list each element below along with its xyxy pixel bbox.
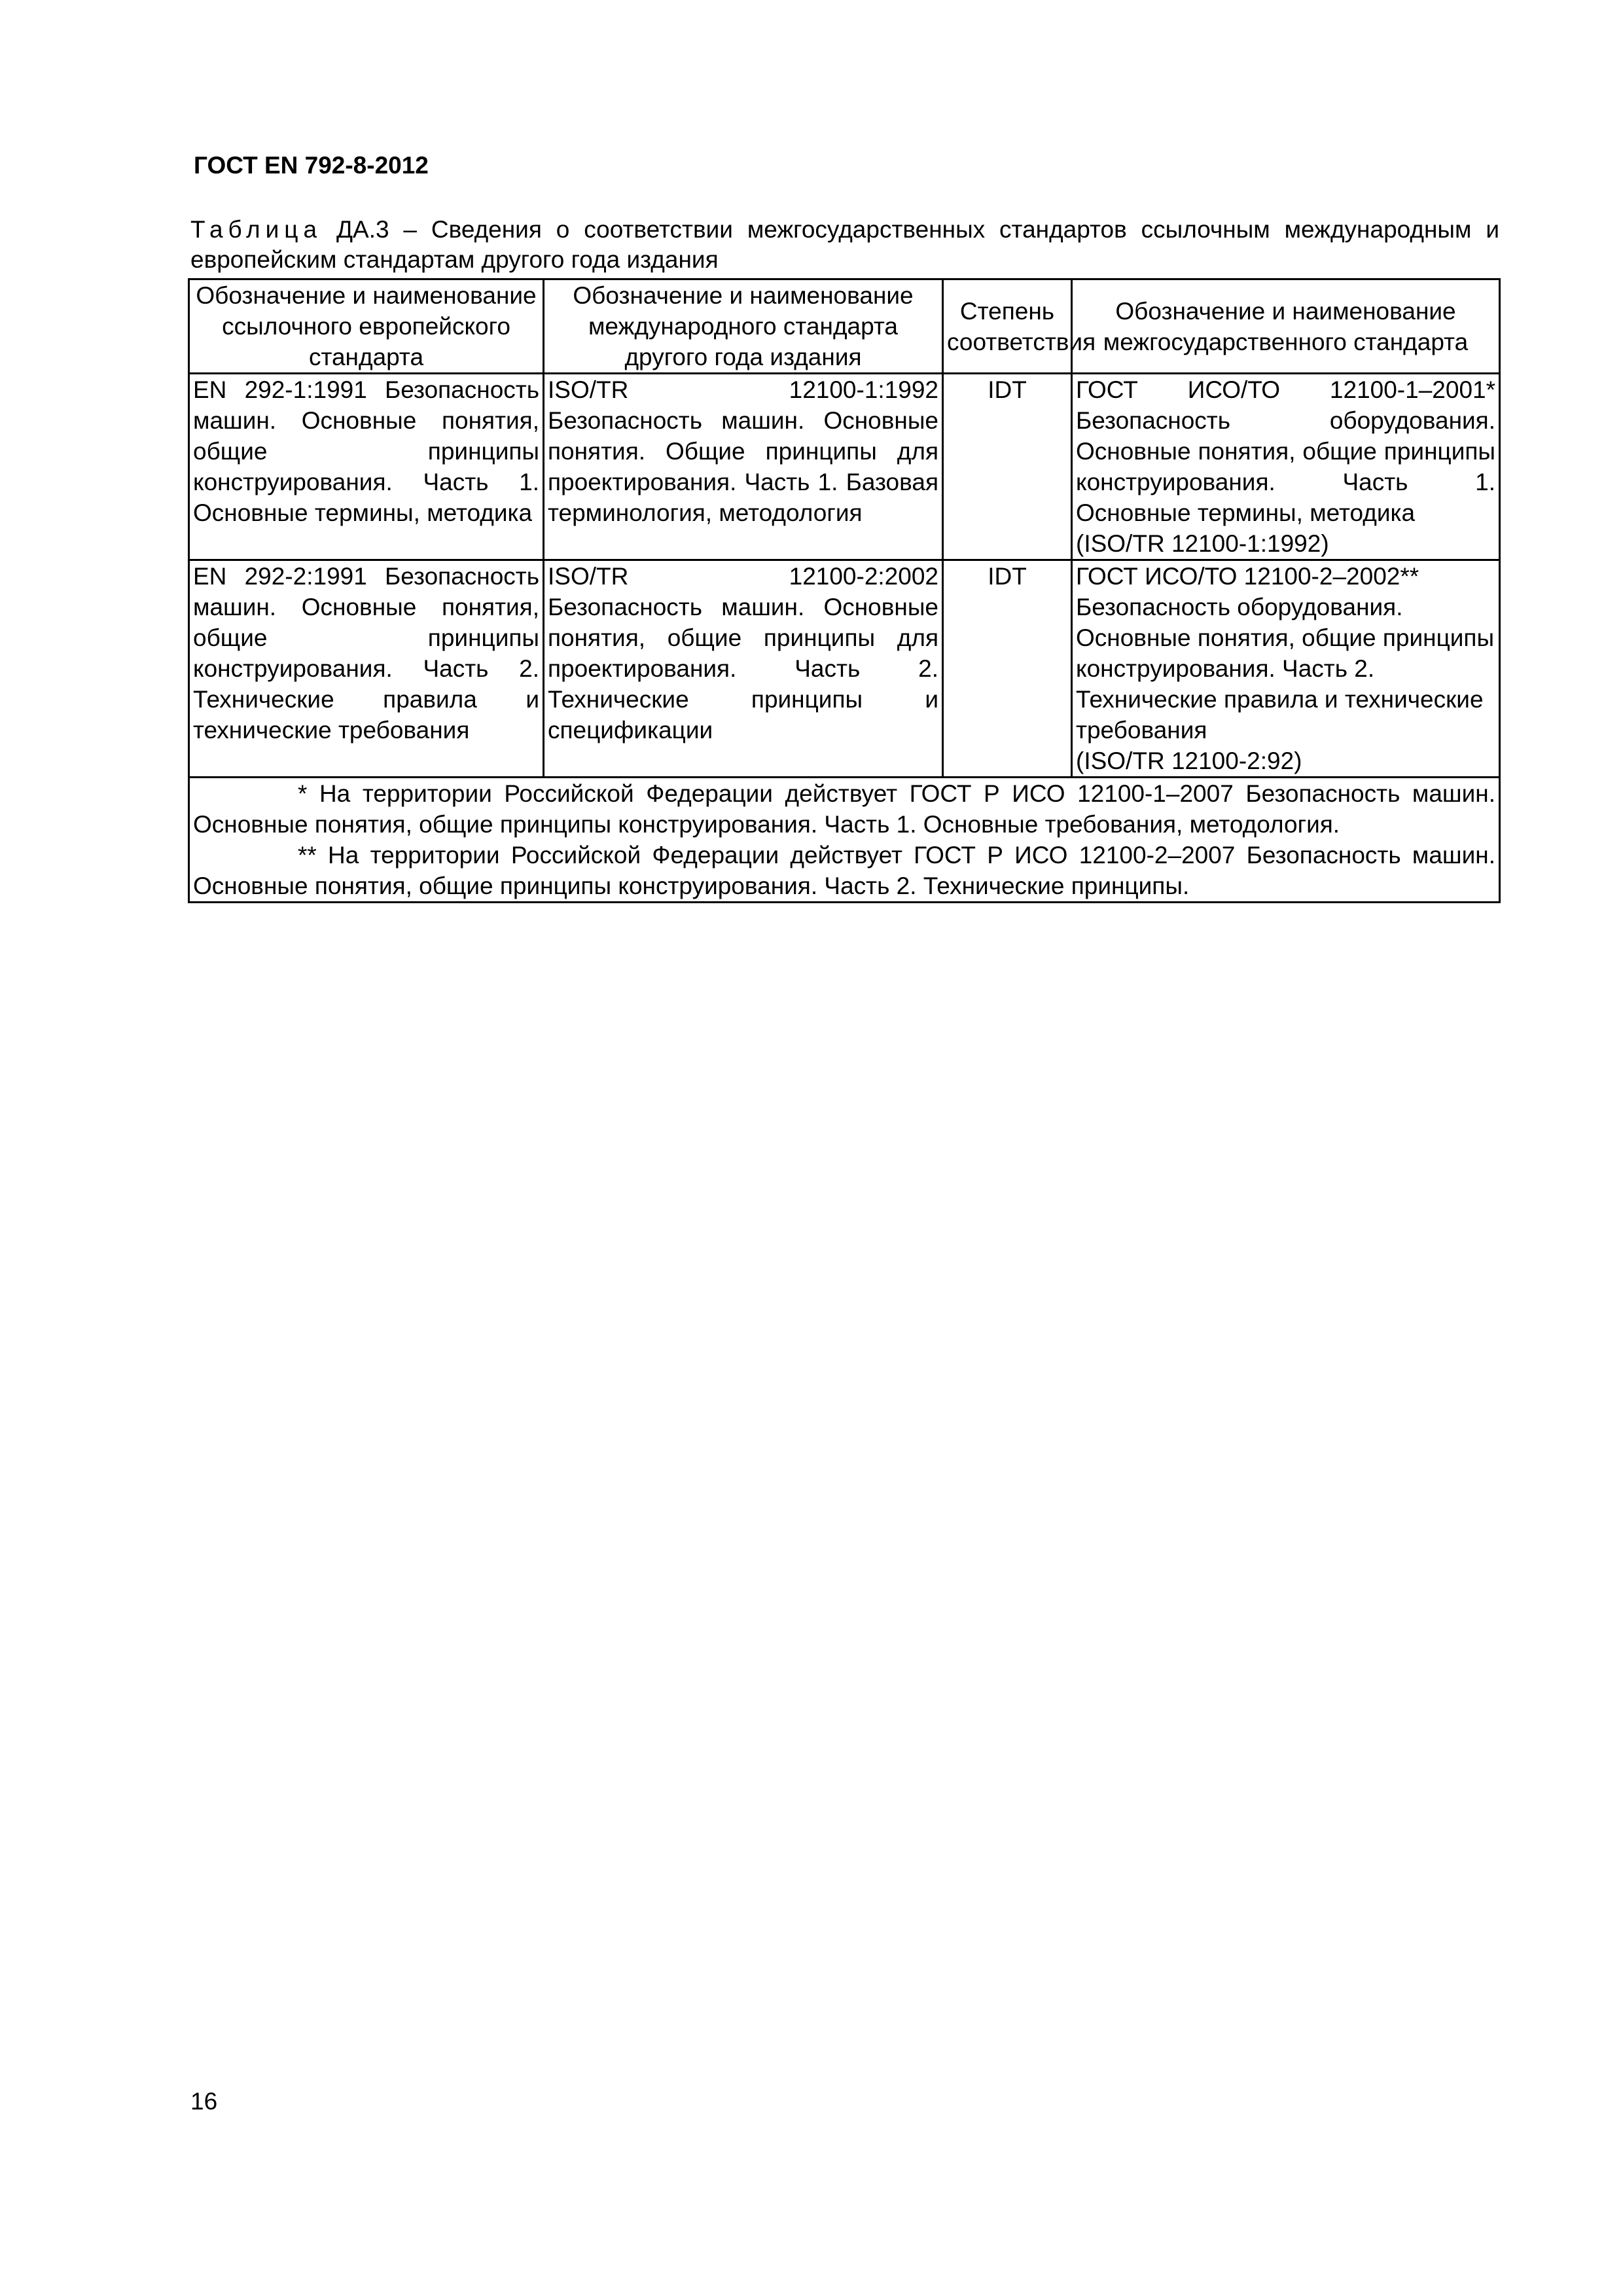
caption-text: ДА.3 – Сведения о соответствии межгосударственных стандартов ссылочным международным и европейским стандартам другого года издания [190, 216, 1499, 273]
column-header-interstate: Обозначение и наименование межгосударственного стандарта [1072, 279, 1500, 374]
table-row [189, 374, 1500, 560]
interstate-reference: (ISO/TR 12100-2:92) [1076, 747, 1302, 774]
footnote: ** На территории Российской Федерации действует ГОСТ Р ИСО 12100-2–2007 Безопасность машин. Основные понятия, общие принципы конструирования. Часть 2. Технические принципы. [193, 842, 1495, 899]
interstate-title: ГОСТ ИСО/ТО 12100-1–2001* Безопасность оборудования. Основные понятия, общие принципы конструирования. Часть 1. Основные термины, методика [1076, 376, 1495, 526]
cell-interstate [1072, 560, 1500, 778]
table-caption [190, 215, 1499, 275]
table-row [189, 560, 1500, 778]
page-number: 16 [190, 2088, 218, 2115]
cell-european: EN 292-2:1991 Безопасность машин. Основные понятия, общие принципы конструирования. Часть 2. Технические правила и технические требования [189, 560, 544, 778]
cell-degree: IDT [943, 560, 1072, 778]
caption-label: Таблица [190, 216, 323, 243]
table-notes [189, 778, 1500, 903]
cell-european: EN 292-1:1991 Безопасность машин. Основные понятия, общие принципы конструирования. Часть 1. Основные термины, методика [189, 374, 544, 560]
cell-interstate [1072, 374, 1500, 560]
document-header: ГОСТ EN 792-8-2012 [194, 152, 429, 179]
interstate-title: ГОСТ ИСО/ТО 12100-2–2002** Безопасность оборудования. Основные понятия, общие принципы конструирования. Часть 2. Технические правила и технические требования [1076, 563, 1495, 744]
standards-table [188, 278, 1501, 903]
footnote: * На территории Российской Федерации действует ГОСТ Р ИСО 12100-1–2007 Безопасность машин. Основные понятия, общие принципы конструирования. Часть 1. Основные требования, методология. [193, 780, 1495, 838]
column-header-degree: Степень соответствия [943, 279, 1072, 374]
column-header-international: Обозначение и наименование международного стандарта другого года издания [544, 279, 943, 374]
table-header-row [189, 279, 1500, 374]
table-notes-row [189, 778, 1500, 903]
cell-degree: IDT [943, 374, 1072, 560]
cell-international: ISO/TR 12100-2:2002 Безопасность машин. Основные понятия, общие принципы для проектирования. Часть 2. Технические принципы и спецификации [544, 560, 943, 778]
column-header-european: Обозначение и наименование ссылочного европейского стандарта [189, 279, 544, 374]
cell-international: ISO/TR 12100-1:1992 Безопасность машин. Основные понятия. Общие принципы для проектирования. Часть 1. Базовая терминология, методология [544, 374, 943, 560]
interstate-reference: (ISO/TR 12100-1:1992) [1076, 530, 1329, 557]
